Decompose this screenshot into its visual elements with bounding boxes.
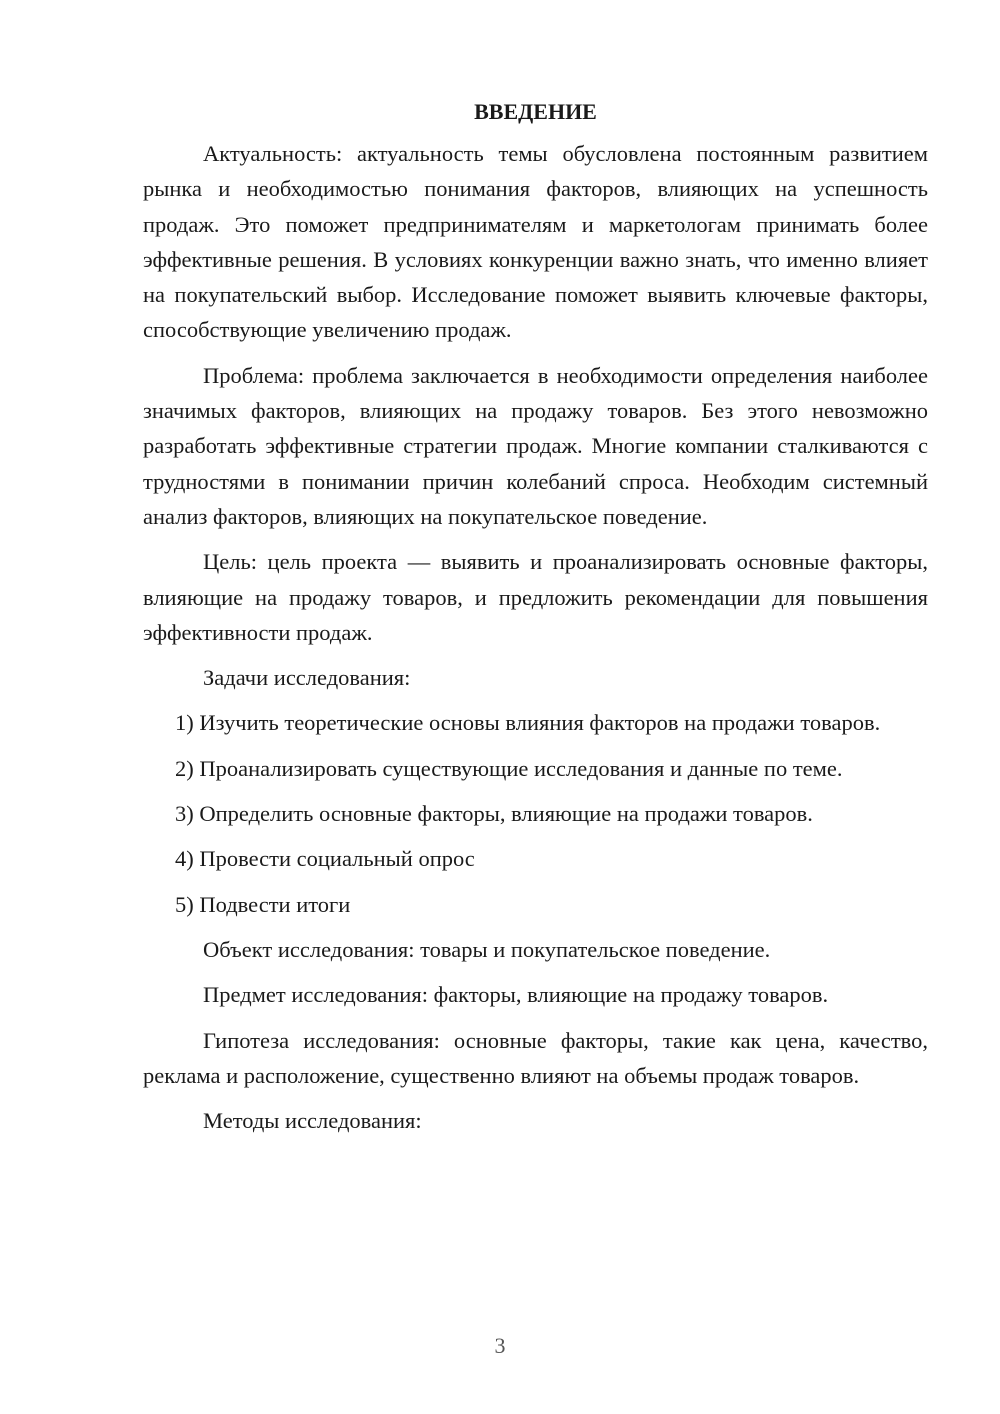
task-item-3: 3) Определить основные факторы, влияющие на продажи товаров. (175, 801, 813, 827)
task-item-4: 4) Провести социальный опрос (175, 846, 475, 872)
object-paragraph: Объект исследования: товары и покупательское поведение. (203, 936, 771, 962)
document-page (143, 94, 928, 1148)
problem-paragraph: Проблема: проблема заключается в необходимости определения наиболее значимых факторов, влияющих на продажу товаров. Без этого невозможно разработать эффективные стратегии продаж. Многие компании сталкиваются с трудностями в понимании причин колебаний спроса. Необходим системный анализ факторов, влияющих на покупательское поведение. (143, 362, 928, 529)
subject-paragraph: Предмет исследования: факторы, влияющие на продажу товаров. (203, 982, 829, 1008)
page-number: 3 (494, 1333, 506, 1358)
tasks-heading: Задачи исследования: (203, 665, 411, 691)
task-item-1: 1) Изучить теоретические основы влияния факторов на продажи товаров. (175, 710, 881, 736)
goal-paragraph: Цель: цель проекта — выявить и проанализировать основные факторы, влияющие на продажу товаров, и предложить рекомендации для повышения эффективности продаж. (143, 549, 928, 645)
methods-heading: Методы исследования: (203, 1108, 422, 1134)
hypothesis-paragraph: Гипотеза исследования: основные факторы, такие как цена, качество, реклама и расположение, существенно влияют на объемы продаж товаров. (143, 1027, 928, 1088)
task-item-5: 5) Подвести итоги (175, 891, 351, 917)
task-item-2: 2) Проанализировать существующие исследования и данные по теме. (175, 755, 843, 781)
relevance-paragraph: Актуальность: актуальность темы обусловлена постоянным развитием рынка и необходимостью понимания факторов, влияющих на успешность продаж. Это поможет предпринимателям и маркетологам принимать более эффективные решения. В условиях конкуренции важно знать, что именно влияет на покупательский выбор. Исследование поможет выявить ключевые факторы, способствующие увеличению продаж. (143, 141, 928, 343)
section-title: ВВЕДЕНИЕ (474, 99, 597, 124)
